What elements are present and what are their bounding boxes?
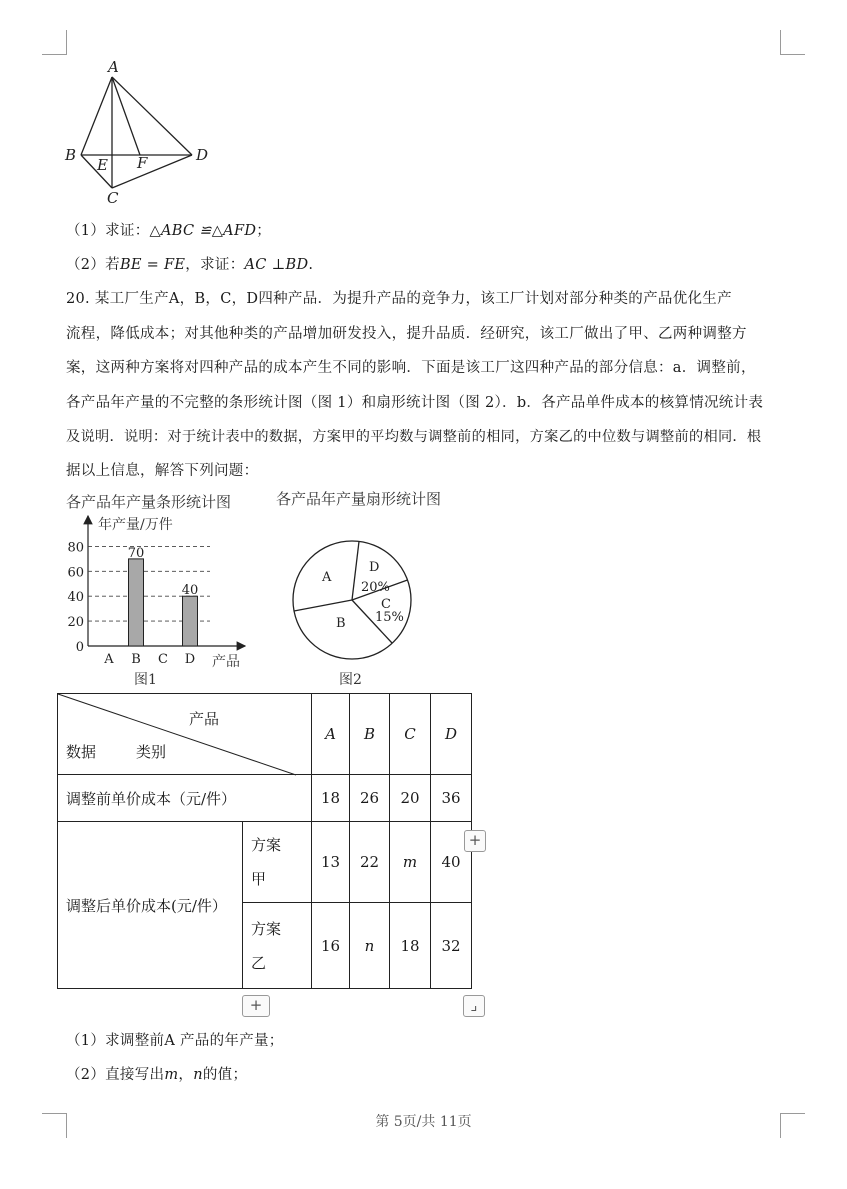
table-cell-variable-m: m bbox=[390, 822, 431, 903]
plan-2-label-line1: 方案 bbox=[251, 919, 282, 938]
q20-line-6: 据以上信息，解答下列问题： bbox=[66, 463, 259, 479]
table-cell: 32 bbox=[431, 903, 472, 989]
table-header-diagonal-line bbox=[58, 694, 296, 775]
point-label-D: D bbox=[196, 146, 209, 164]
bar-chart-data-label-D: 40 bbox=[181, 583, 199, 599]
table-cell-variable-n: n bbox=[350, 903, 390, 989]
table-header-diagonal-cell bbox=[58, 694, 312, 775]
table-col-header: B bbox=[350, 694, 390, 775]
point-label-C: C bbox=[107, 189, 119, 207]
table-cell: 13 bbox=[312, 822, 350, 903]
table-cell: 18 bbox=[312, 775, 350, 822]
table-col-header: C bbox=[390, 694, 431, 775]
q20-line-1: 20. 某工厂生产A，B，C，D四种产品．为提升产品的竞争力，该工厂计划对部分种类的产品优化生产 bbox=[66, 291, 732, 307]
point-label-A: A bbox=[108, 58, 119, 76]
pie-value-D: 20% bbox=[361, 580, 390, 595]
bar-chart-ytick-label: 80 bbox=[67, 540, 84, 556]
pie-value-C: 15% bbox=[375, 610, 404, 625]
q20-line-2: 流程，降低成本；对其他种类的产品增加研发投入，提升品质．经研究，该工厂做出了甲、乙两种调整方 bbox=[66, 326, 747, 342]
q19-part2-prefix: （2）若 bbox=[66, 257, 120, 273]
pie-label-D: D bbox=[369, 560, 380, 575]
row-label-after: 调整后单价成本(元/件） bbox=[58, 822, 243, 989]
table-col-header: D bbox=[431, 694, 472, 775]
q19-part2 bbox=[66, 255, 313, 275]
plan-1-label bbox=[243, 822, 312, 903]
q20-line-3: 案，这两种方案将对四种产品的成本产生不同的影响．下面是该工厂这四种产品的部分信息：a．调整前， bbox=[66, 360, 756, 376]
plan-2-label bbox=[243, 903, 312, 989]
corner-mark-top-right bbox=[780, 30, 805, 55]
q19-part2-mid: ，求证： bbox=[185, 257, 245, 273]
q19-part1 bbox=[66, 221, 271, 241]
pie-chart-title: 各产品年产量扇形统计图 bbox=[276, 490, 442, 508]
bar-chart-xtick-label: D bbox=[184, 652, 196, 667]
corner-mark-top-left bbox=[42, 30, 67, 55]
triangle-figure bbox=[55, 55, 225, 210]
bar-chart-bar-D bbox=[183, 596, 198, 646]
bar-chart bbox=[60, 512, 260, 688]
plan-1-label-line2: 甲 bbox=[251, 870, 267, 888]
pie-label-A: A bbox=[322, 570, 332, 585]
table-cell: 36 bbox=[431, 775, 472, 822]
pie-chart bbox=[288, 538, 418, 693]
point-label-F: F bbox=[137, 154, 148, 172]
bar-chart-data-label-B: 70 bbox=[127, 545, 145, 561]
question-2-sep: ， bbox=[178, 1067, 194, 1083]
table-cell: 22 bbox=[350, 822, 390, 903]
table-col-header: A bbox=[312, 694, 350, 775]
table-cell: 16 bbox=[312, 903, 350, 989]
bar-chart-ytick-label: 20 bbox=[67, 615, 84, 631]
q19-part1-suffix: ； bbox=[256, 223, 272, 239]
question-2-prefix: （2）直接写出 bbox=[66, 1067, 165, 1083]
plan-2-label-line2: 乙 bbox=[251, 953, 267, 972]
pie-label-C: C bbox=[381, 597, 391, 612]
question-2-suffix: 的值； bbox=[202, 1067, 248, 1083]
bar-chart-xtick-label: C bbox=[158, 652, 168, 667]
pie-chart-caption: 图2 bbox=[339, 672, 362, 688]
q19-part2-math: AC ⊥BD bbox=[244, 257, 309, 273]
bar-chart-title: 各产品年产量条形统计图 bbox=[66, 493, 232, 511]
q20-line-5: 及说明．说明：对于统计表中的数据，方案甲的平均数与调整前的相同，方案乙的中位数与调整前的相同．根 bbox=[66, 429, 762, 445]
resize-table-button[interactable]: ⌟ bbox=[463, 995, 485, 1017]
table-header-product: 产品 bbox=[189, 710, 220, 728]
bar-chart-xtick-label: B bbox=[131, 652, 141, 667]
q19-part2-suffix: . bbox=[308, 257, 314, 273]
q19-part1-prefix: （1）求证： bbox=[66, 223, 150, 239]
bar-chart-ytick-label: 40 bbox=[67, 590, 84, 606]
q19-part1-math: △ABC ≌△AFD bbox=[149, 223, 257, 239]
cost-table bbox=[57, 693, 472, 989]
bar-chart-ytick-label: 60 bbox=[67, 565, 84, 581]
question-2 bbox=[66, 1065, 247, 1085]
plan-1-label-line1: 方案 bbox=[251, 836, 282, 854]
add-row-button[interactable]: + bbox=[242, 995, 270, 1017]
point-label-B: B bbox=[65, 146, 77, 164]
question-1: （1）求调整前A 产品的年产量； bbox=[66, 1033, 284, 1049]
table-cell: 20 bbox=[390, 775, 431, 822]
bar-chart-bar-B bbox=[129, 559, 144, 646]
bar-chart-xtick-label: A bbox=[104, 652, 114, 667]
table-header-type: 类别 bbox=[136, 743, 167, 761]
bar-chart-xlabel: 产品 bbox=[212, 654, 240, 670]
table-cell: 26 bbox=[350, 775, 390, 822]
add-column-button[interactable]: + bbox=[464, 830, 486, 852]
bar-chart-ylabel: 年产量/万件 bbox=[98, 517, 173, 533]
table-header-data: 数据 bbox=[66, 743, 97, 761]
point-label-E: E bbox=[97, 156, 108, 174]
question-2-var-n: n bbox=[193, 1067, 203, 1083]
page-footer: 第 5页/共 11页 bbox=[375, 1114, 472, 1130]
row-label-before: 调整前单价成本（元/件） bbox=[58, 775, 312, 822]
table-cell: 40 bbox=[431, 822, 472, 903]
q20-line-4: 各产品年产量的不完整的条形统计图（图 1）和扇形统计图（图 2）．b．各产品单件成本的核算情况统计表 bbox=[66, 395, 764, 411]
q19-part2-condition: BE = FE bbox=[119, 257, 186, 273]
bar-chart-caption: 图1 bbox=[134, 672, 157, 688]
bar-chart-ytick-label: 0 bbox=[75, 640, 84, 655]
table-cell: 18 bbox=[390, 903, 431, 989]
pie-label-B: B bbox=[336, 616, 346, 631]
question-2-var-m: m bbox=[164, 1067, 179, 1083]
